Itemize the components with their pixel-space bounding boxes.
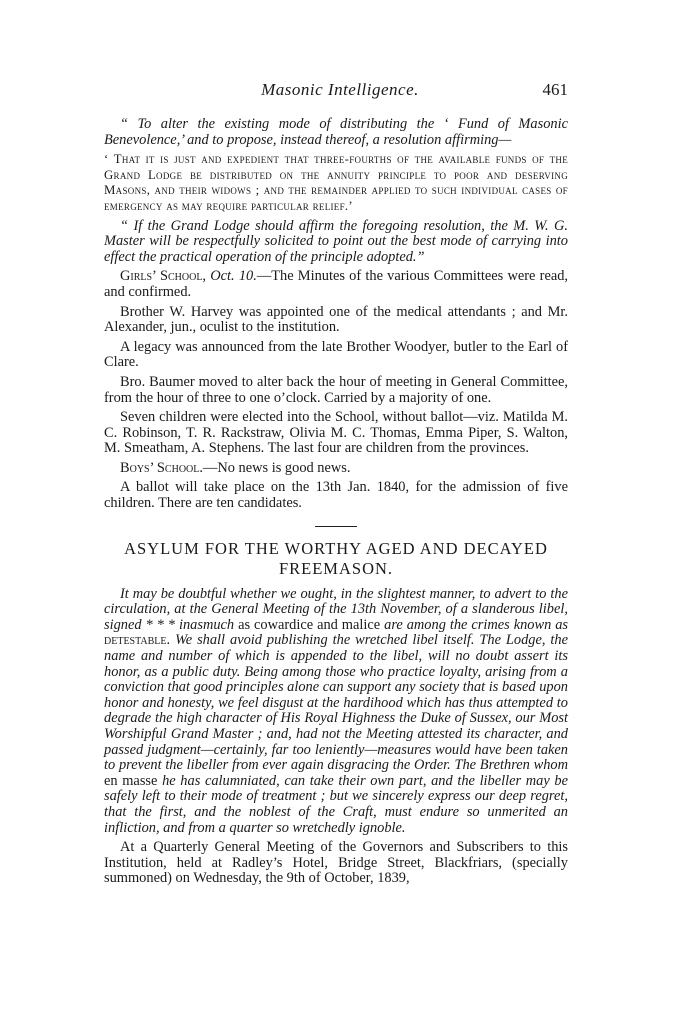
- asylum-heading-line1: ASYLUM FOR THE WORTHY AGED AND DECAYED: [124, 538, 548, 558]
- asylum-p1-d: We shall avoid publishing the wretched libel itself. The Lodge, the name and number of which is appended to the libel, will no doubt assert its honor, as a public duty. Being among those who practice loyalty, arising from a conviction that good principles alone can support any society that is based upon honor and honesty, we feel disgust at the hardihood which has thus attempted to degrade the high character of His Royal Highness the Duke of Sussex, our Most Worshipful Grand Master ; and, had not the Meeting attested its character, and passed judgment—certainly, far too leniently—measures would have been taken to prevent the libeller from ever again disgracing the Order. The Brethren whom: [104, 632, 568, 774]
- running-title: Masonic Intelligence.: [261, 80, 419, 99]
- asylum-heading-line2: FREEMASON.: [278, 558, 394, 578]
- page-number: 461: [542, 80, 568, 99]
- resolution-alter-text: “ To alter the existing mode of distributing the ‘ Fund of Masonic Benevolence,’ and to propose, instead thereof, a resolution affirming—: [104, 116, 568, 148]
- boys-school-heading: Boys’ School.: [120, 459, 203, 476]
- section-divider: [315, 526, 357, 527]
- boys-school-ballot: A ballot will take place on the 13th Jan. 1840, for the admission of five children. There are ten candidates.: [104, 479, 568, 512]
- asylum-p1-b: as cowardice and malice: [234, 616, 385, 633]
- asylum-p1-a: It may be doubtful whether we ought, in the slightest manner, to advert to the circulation, at the General Meeting of the 13th November, of a slanderous libel, signed * * * inasmuch: [104, 585, 568, 633]
- boys-school-text: —No news is good news.: [202, 459, 351, 476]
- girls-school-harvey: Brother W. Harvey was appointed one of the medical attendants ; and Mr. Alexander, jun., oculist to the institution.: [104, 303, 568, 336]
- resolution-affirm: [104, 219, 568, 266]
- girls-school-children: Seven children were elected into the School, without ballot—viz. Matilda M. C. Robinson, T. R. Rackstraw, Olivia M. C. Thomas, Emma Piper, S. Walton, M. Smeatham, A. Stephens. The last four are children from the provinces.: [104, 409, 568, 457]
- girls-school-date: Oct. 10.: [210, 268, 257, 285]
- asylum-p1-detestable: detestable.: [104, 632, 171, 649]
- girls-school-baumer: Bro. Baumer moved to alter back the hour of meeting in General Committee, from the hour of three to one o’clock. Carried by a majority of one.: [104, 373, 568, 406]
- asylum-p1-f: he has calumniated, can take their own part, and the libeller may be safely left to their mode of treatment ; but we sincerely express our deep regret, that the first, and the noblest of the Craft, must endure so unmerited an infliction, and from a quarter so wretchedly ignoble.: [104, 772, 568, 836]
- asylum-paragraph-1: [104, 587, 568, 837]
- asylum-p1-c: are among the crimes known as: [384, 616, 569, 633]
- girls-school-legacy: A legacy was announced from the late Brother Woodyer, butler to the Earl of Clare.: [104, 338, 568, 371]
- page-body: [104, 117, 568, 891]
- resolution-alter: [104, 117, 568, 148]
- resolution-that-text: ‘ That it is just and expedient that three-fourths of the available funds of the Grand Lodge be distributed on the annuity principle to poor and deserving Masons, and their widows ; and the remainder applied to such individual cases of emergency as may require particular relief.’: [104, 152, 568, 213]
- resolution-that: [104, 152, 568, 214]
- asylum-paragraph-2: At a Quarterly General Meeting of the Governors and Subscribers to this Institution, held at Radley’s Hotel, Bridge Street, Blackfriars, (specially summoned) on Wednesday, the 9th of October, 1839,: [104, 839, 568, 887]
- girls-school-minutes: [104, 269, 568, 300]
- girls-school-minutes-text: —The Minutes of the various Committees were read, and confirmed.: [104, 268, 569, 300]
- asylum-p1-e: en masse: [104, 772, 163, 789]
- page-header: [112, 80, 568, 102]
- boys-school-news: [104, 461, 568, 477]
- girls-school-heading: Girls’ School,: [120, 268, 207, 285]
- asylum-section: [104, 587, 568, 887]
- asylum-heading: [104, 539, 568, 579]
- resolution-affirm-text: “ If the Grand Lodge should affirm the foregoing resolution, the M. W. G. Master will be respectfully solicited to point out the best mode of carrying into effect the practical operation of the principle adopted.”: [104, 217, 568, 265]
